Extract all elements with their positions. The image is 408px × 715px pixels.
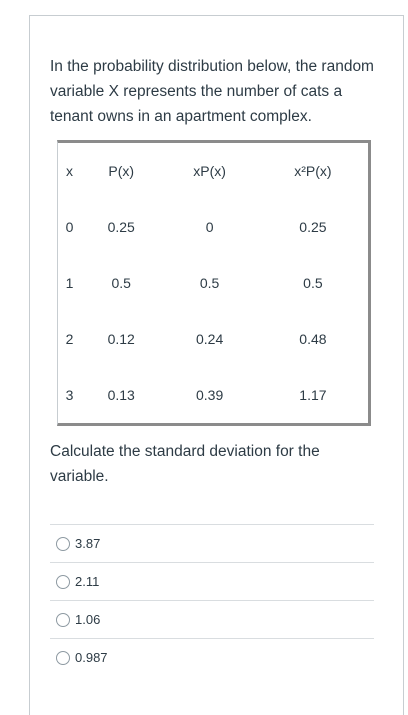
table-row [58, 311, 368, 367]
table-cell: 0.39 [195, 387, 224, 403]
radio-button[interactable] [56, 613, 70, 627]
answer-option[interactable] [50, 600, 374, 638]
table-cell: 0.5 [199, 275, 220, 291]
table-cell: 0.25 [299, 219, 327, 235]
table-cell: 3 [65, 387, 74, 403]
answer-label: 3.87 [75, 536, 101, 551]
table-cell: 1 [65, 275, 74, 291]
table-cell: 0.24 [195, 331, 224, 347]
answer-label: 1.06 [75, 612, 101, 627]
table-cell: 0.5 [303, 275, 323, 291]
answer-option[interactable] [50, 562, 374, 600]
question-text: In the probability distribution below, the random variable X represents the number of cats a tenant owns in an apartment complex. [50, 58, 374, 125]
header-x2px: x²P(x) [294, 163, 332, 179]
table-cell: 0.12 [107, 331, 135, 347]
answer-option[interactable] [50, 524, 374, 562]
table-row [58, 255, 368, 311]
answer-list [50, 524, 374, 676]
table-cell: 0.25 [107, 219, 135, 235]
header-px: P(x) [108, 163, 135, 179]
header-xpx: xP(x) [193, 163, 226, 179]
answer-label: 2.11 [75, 574, 100, 589]
radio-button[interactable] [56, 651, 70, 665]
table-cell: 0 [205, 219, 214, 235]
radio-button[interactable] [56, 575, 70, 589]
answer-label: 0.987 [75, 650, 108, 665]
table-row [58, 367, 368, 423]
radio-button[interactable] [56, 537, 70, 551]
table-cell: 0.13 [107, 387, 135, 403]
answer-option[interactable] [50, 638, 374, 676]
probability-table [57, 140, 371, 426]
table-row [58, 199, 368, 255]
table-cell: 1.17 [299, 387, 327, 403]
table-cell: 0.5 [111, 275, 131, 291]
table-cell: 2 [65, 331, 74, 347]
table-cell: 0 [65, 219, 74, 235]
table-header-row [58, 143, 368, 199]
table-cell: 0.48 [299, 331, 327, 347]
question-prompt: Calculate the standard deviation for the variable. [50, 443, 320, 485]
header-x: x [66, 163, 73, 179]
